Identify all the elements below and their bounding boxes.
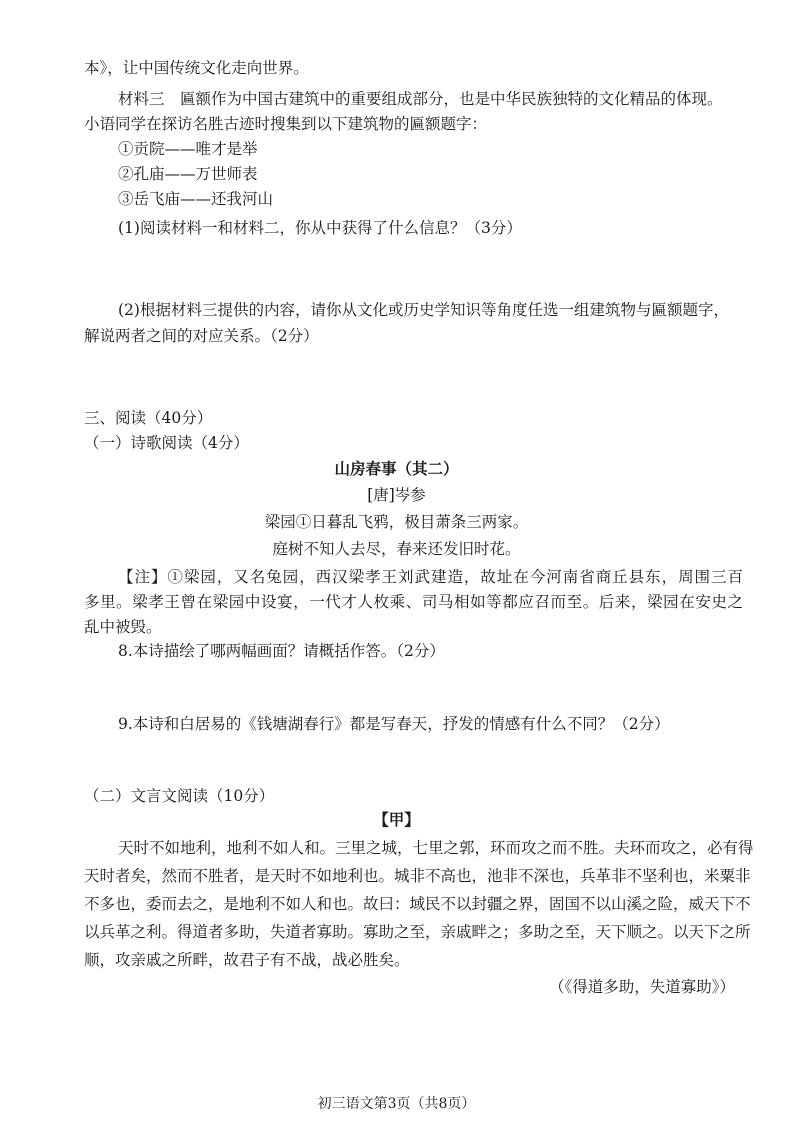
poem-note-line-2: 多里。梁孝王曾在梁园中设宴，一代才人枚乘、司马相如等都应召而至。后来，梁园在安史之 [84,593,743,611]
passage-source: （《得道多助，失道寡助》） [548,978,735,996]
poem-line-1: 梁园①日暮乱飞鸦，极目萧条三两家。 [264,513,529,531]
poem-note-line-3: 乱中被毁。 [84,618,162,636]
passage-jia-line-3: 不多也，委而去之，是地利不如人和也。故曰：域民不以封疆之界，固国不以山溪之险，威天下不 [84,895,751,913]
plaque-item-1: ①贡院——唯才是举 [118,140,258,158]
question-2-line-1: (2)根据材料三提供的内容，请你从文化或历史学知识等角度任选一组建筑物与匾额题字， [118,301,729,319]
page-footer: 初三语文第3页（共8页） [317,1096,476,1112]
poem-line-2: 庭树不知人去尽，春来还发旧时花。 [272,540,521,558]
passage-jia-line-2: 天时者矣，然而不胜者，是天时不如地利也。城非不高也，池非不深也，兵革非不坚利也，米粟非 [84,867,751,885]
question-8: 8.本诗描绘了哪两幅画面？请概括作答。（2分） [118,642,445,660]
section-3-heading: 三、阅读（40分） [84,409,213,427]
poem-note-line-1: 【注】①梁园，又名兔园，西汉梁孝王刘武建造，故址在今河南省商丘县东，周围三百 [118,568,743,586]
plaque-item-3: ③岳飞庙——还我河山 [118,190,274,208]
question-9: 9.本诗和白居易的《钱塘湖春行》都是写春天，抒发的情感有什么不同？（2分） [118,715,670,733]
material-three-line-2: 小语同学在探访名胜古迹时搜集到以下建筑物的匾额题字： [84,115,488,133]
plaque-item-2: ②孔庙——万世师表 [118,165,258,183]
poem-author: [唐]岑参 [367,486,426,504]
question-1: (1)阅读材料一和材料二，你从中获得了什么信息？（3分） [118,219,522,237]
passage-jia-line-4: 以兵革之利。得道者多助，失道者寡助。寡助之至，亲戚畔之；多助之至，天下顺之。以天下之所 [84,923,751,941]
question-2-line-2: 解说两者之间的对应关系。（2分） [84,327,319,345]
material-three-line-1: 材料三 匾额作为中国古建筑中的重要组成部分，也是中华民族独特的文化精品的体现。 [118,90,723,108]
poetry-heading: （一）诗歌阅读（4分） [84,434,249,452]
poem-title: 山房春事（其二） [334,459,459,478]
classical-heading: （二）文言文阅读（10分） [84,787,275,805]
passage-jia-label: 【甲】 [373,810,420,829]
material-continuation: 本》，让中国传统文化走向世界。 [84,59,309,77]
passage-jia-line-1: 天时不如地利，地利不如人和。三里之城，七里之郭，环而攻之而不胜。夫环而攻之，必有得 [118,839,754,857]
passage-jia-line-5: 顺，攻亲戚之所畔，故君子有不战，战必胜矣。 [84,951,410,969]
